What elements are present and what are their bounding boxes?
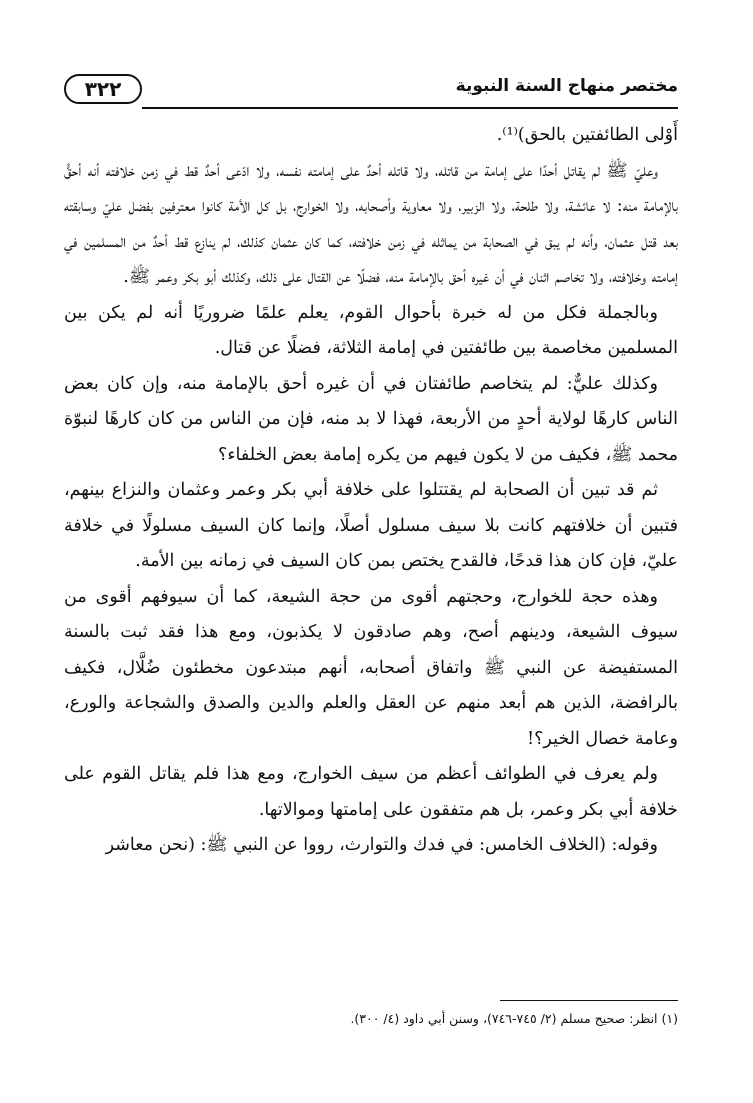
page-header — [64, 74, 678, 110]
paragraph-6: وهذه حجة للخوارج، وحجتهم أقوى من حجة الشيعة، كما أن سيوفهم أقوى من سيوف الشيعة، ودينهم أصح، وهم صادقون لا يكذبون، ومع هذا فقد ثبت بالسنة المستفيضة عن النبي ﷺ واتفاق أصحابه، أنهم مبتدعون مخطئون ضُلَّال، فكيف بالرافضة، الذين هم أبعد منهم عن العقل والعلم والدين والصدق والشجاعة والورع، وعامة خصال الخير؟! — [64, 586, 678, 749]
paragraph-5: ثم قد تبين أن الصحابة لم يقتتلوا على خلافة أبي بكر وعمر وعثمان والنزاع بينهم، فتبين أن خلافتهم كانت بلا سيف مسلول أصلًا، وإنما كان السيف مسلولًا في خلافة عليّ، فإن كان هذا قدحًا، فالقدح يختص بمن كان السيف في زمانه بين الأمة. — [64, 480, 678, 571]
running-title: مختصر منهاج السنة النبوية — [455, 76, 678, 96]
paragraph-1: أَوْلى الطائفتين بالحق)⁽¹⁾. — [496, 125, 678, 145]
paragraph-8: وقوله: (الخلاف الخامس: في فدك والتوارث، رووا عن النبي ﷺ: (نحن معاشر — [105, 835, 658, 855]
page-number: ٣٢٢ — [64, 74, 142, 104]
header-rule — [142, 107, 678, 109]
paragraph-7: ولم يعرف في الطوائف أعظم من سيف الخوارج، ومع هذا فلم يقاتل القوم على خلافة أبي بكر وعمر، بل هم متفقون على إمامتها وموالاتها. — [64, 764, 678, 820]
paragraph-3: وبالجملة فكل من له خبرة بأحوال القوم، يعلم علمًا ضروريًا أنه لم يكن بين المسلمين مخاصمة بين طائفتين في إمامة الثلاثة، فضلًا عن قتال. — [64, 302, 678, 358]
footnote: (١) انظر: صحيح مسلم (٢/ ٧٤٥-٧٤٦)، وسنن أبي داود (٤/ ٣٠٠). — [350, 1011, 678, 1026]
footnote-rule — [500, 1000, 678, 1001]
body-text — [64, 118, 678, 864]
paragraph-2: وعليّ ﷺ لم يقاتل أحدًا على إمامة من قاتله، ولا قاتله أحدٌ على إمامته نفسه، ولا ادّعى أحدٌ قط في زمن خلافته أنه أحقُّ بالإمامة منه: لا عائشة، ولا طلحة، ولا الزبير، ولا معاوية وأصحابه، ولا الخوارج، بل كل الأمة كانوا معترفين بفضل عليّ وسابقته بعد قتل عثمان، وأنه لم يبق في الصحابة من يماثله في زمن خلافته، كما كان عثمان كذلك، لم ينازع قط أحدٌ من المسلمين في إمامته وخلافته، ولا تخاصم اثنان في أن غيره أحق بالإمامة منه، فضلًا عن القتال على ذلك، وكذلك أبو بكر وعمر ﷺ. — [64, 160, 678, 287]
paragraph-4: وكذلك عليٌّ: لم يتخاصم طائفتان في أن غيره أحق بالإمامة منه، وإن كان بعض الناس كارهًا لولاية أحدٍ من الأربعة، فهذا لا بد منه، فإن من الناس من كان كارهًا لنبوّة محمد ﷺ، فكيف من لا يكون فيهم من يكره إمامة بعض الخلفاء؟ — [64, 373, 678, 465]
